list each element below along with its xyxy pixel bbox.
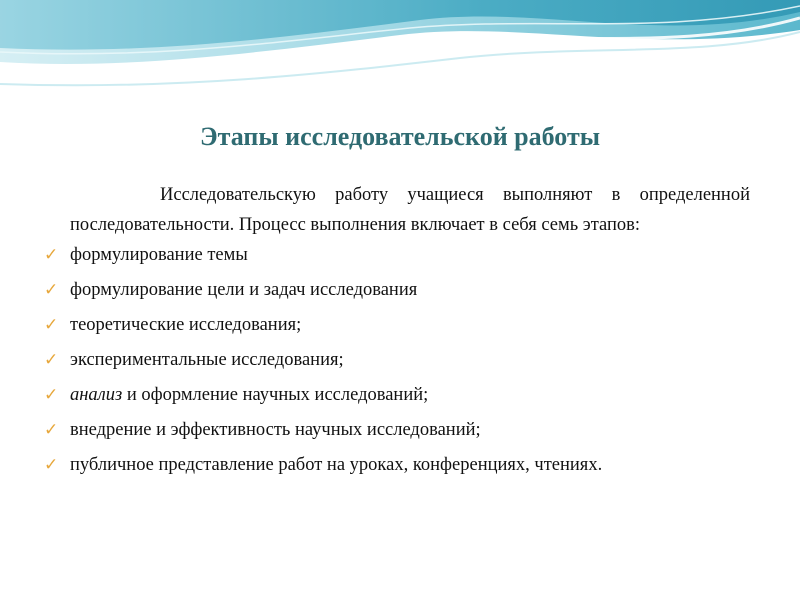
list-item: [44, 345, 750, 375]
list-item: [44, 275, 750, 305]
check-icon: ✓: [44, 280, 59, 299]
list-item: [44, 310, 750, 340]
decorative-wave-header: [0, 0, 800, 100]
check-icon: ✓: [44, 315, 59, 334]
stage-text: формулирование темы: [70, 245, 248, 265]
check-icon: ✓: [44, 385, 59, 404]
stages-list: [44, 240, 750, 480]
stage-text: теоретические исследования;: [70, 315, 302, 335]
stage-text: экспериментальные исследования;: [70, 350, 344, 370]
list-item: [44, 415, 750, 445]
slide-title: Этапы исследовательской работы: [199, 122, 601, 151]
check-icon: ✓: [44, 455, 59, 474]
check-icon: ✓: [44, 245, 59, 264]
check-icon: ✓: [44, 350, 59, 369]
list-item: [44, 240, 750, 270]
list-item: [44, 450, 750, 480]
stage-text: формулирование цели и задач исследования: [70, 280, 418, 300]
check-icon: ✓: [44, 420, 59, 439]
list-item: [44, 380, 750, 410]
stage-emphasis: анализ: [70, 385, 123, 405]
slide-content: [44, 180, 750, 485]
intro-paragraph: Исследовательскую работу учащиеся выполняют в определенной последовательности. Процесс выполнения включает в себя семь этапов:: [70, 185, 750, 235]
stage-text: внедрение и эффективность научных исследований;: [70, 420, 481, 440]
stage-text: и оформление научных исследований;: [122, 385, 429, 405]
stage-text: публичное представление работ на уроках, конференциях, чтениях.: [70, 455, 603, 475]
